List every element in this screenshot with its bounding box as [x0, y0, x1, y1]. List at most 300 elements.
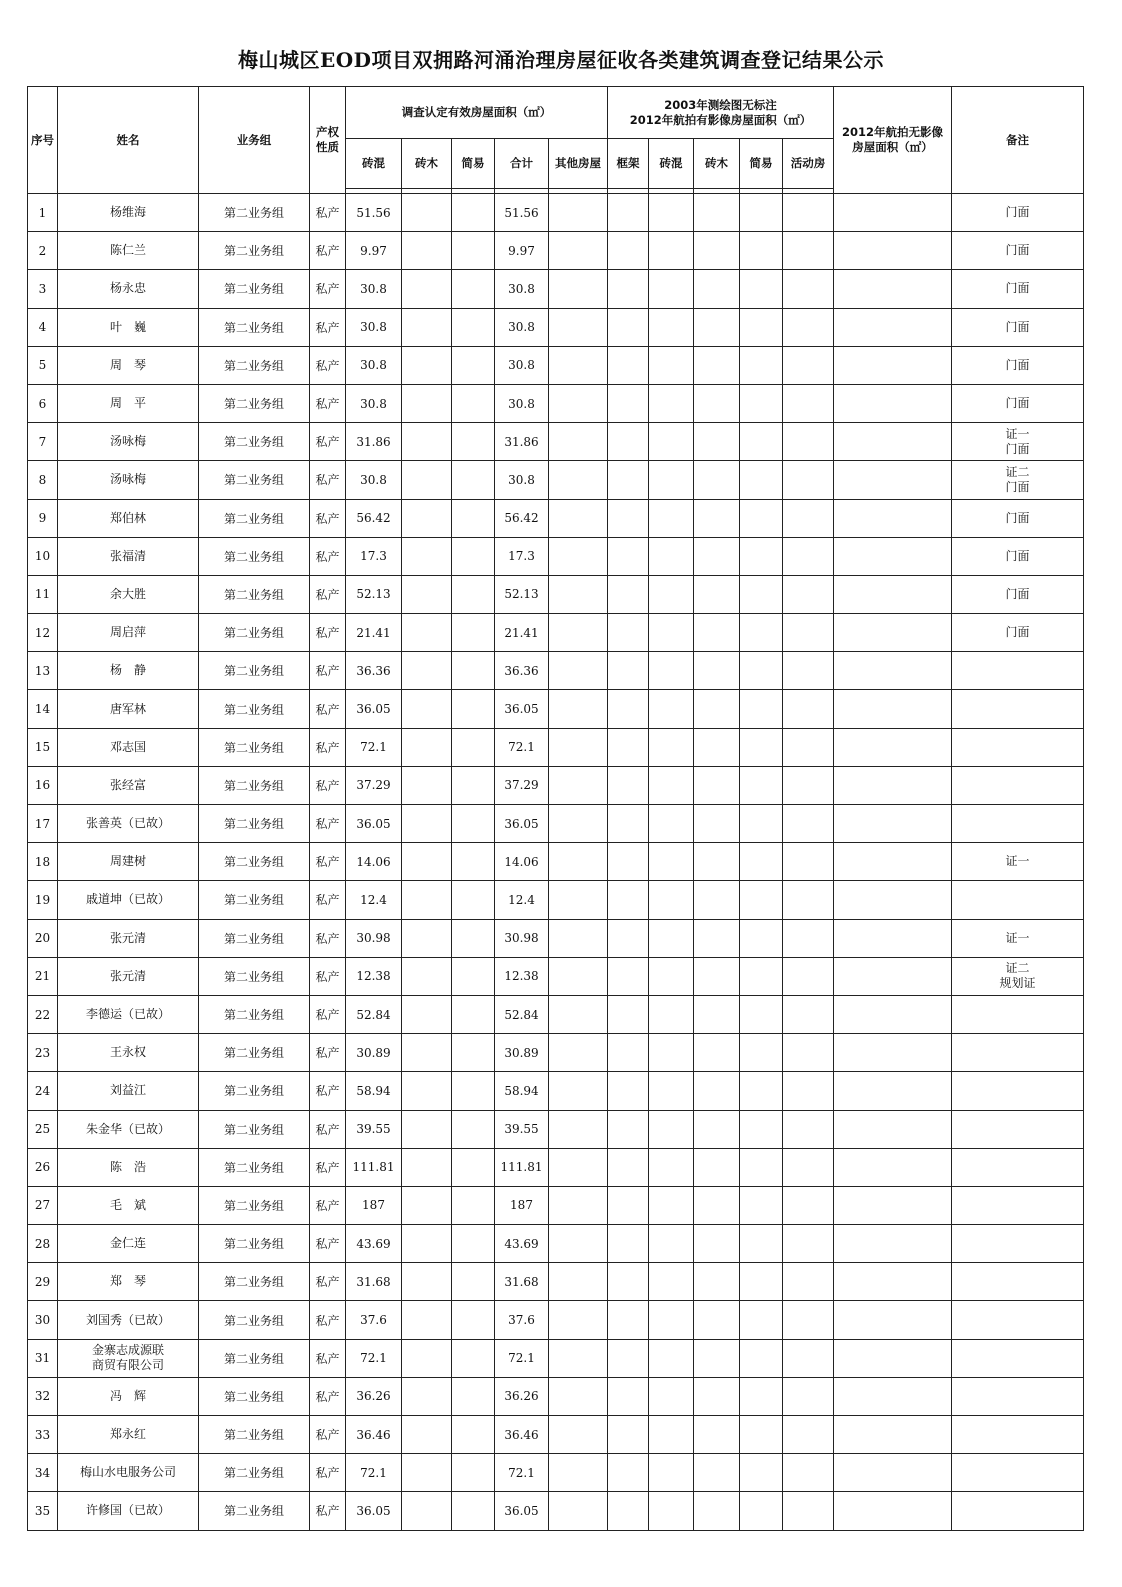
- cell-seq: 28: [28, 1225, 58, 1263]
- cell-ownership: 私产: [310, 1072, 346, 1110]
- cell-survey-jianyi: [452, 957, 495, 995]
- cell-survey-other: [549, 1454, 608, 1492]
- cell-survey-jianyi: [452, 461, 495, 499]
- cell-survey-other: [549, 1186, 608, 1224]
- cell-name: 朱金华（已故）: [58, 1110, 199, 1148]
- cell-survey-total: 37.29: [495, 766, 549, 804]
- header-survey-col: 砖木: [402, 139, 452, 189]
- cell-survey-total: 52.84: [495, 995, 549, 1033]
- cell-survey-zhuanmu: [402, 690, 452, 728]
- cell-ownership: 私产: [310, 499, 346, 537]
- cell-ownership: 私产: [310, 1339, 346, 1377]
- cell-2012-no-image: [834, 346, 952, 384]
- cell-2003-jianyi: [740, 461, 783, 499]
- cell-group: 第二业务组: [199, 499, 310, 537]
- cell-survey-jianyi: [452, 270, 495, 308]
- cell-seq: 3: [28, 270, 58, 308]
- cell-group: 第二业务组: [199, 537, 310, 575]
- cell-2003-zhuanmu: [694, 384, 740, 422]
- cell-survey-total: 30.8: [495, 346, 549, 384]
- cell-name: 刘益江: [58, 1072, 199, 1110]
- cell-ownership: 私产: [310, 423, 346, 461]
- cell-2003-kuangjia: [608, 652, 649, 690]
- cell-seq: 7: [28, 423, 58, 461]
- cell-2003-zhuanmu: [694, 499, 740, 537]
- cell-ownership: 私产: [310, 614, 346, 652]
- cell-survey-other: [549, 614, 608, 652]
- cell-2012-no-image: [834, 194, 952, 232]
- cell-group: 第二业务组: [199, 308, 310, 346]
- table-row: [28, 384, 1084, 422]
- cell-survey-zhuanhun: 52.84: [346, 995, 402, 1033]
- cell-remarks: 门面: [952, 232, 1084, 270]
- cell-survey-zhuanmu: [402, 194, 452, 232]
- cell-2003-zhuanhun: [649, 1148, 694, 1186]
- cell-remarks: 门面: [952, 384, 1084, 422]
- cell-2003-zhuanmu: [694, 1186, 740, 1224]
- cell-remarks: [952, 1034, 1084, 1072]
- cell-2003-huodongfang: [783, 1148, 834, 1186]
- cell-seq: 18: [28, 843, 58, 881]
- cell-2003-jianyi: [740, 1301, 783, 1339]
- cell-2003-zhuanmu: [694, 232, 740, 270]
- header-2012-no-image-area: 2012年航拍无影像 房屋面积（㎡）: [834, 87, 952, 194]
- cell-group: 第二业务组: [199, 461, 310, 499]
- cell-group: 第二业务组: [199, 1186, 310, 1224]
- cell-group: 第二业务组: [199, 270, 310, 308]
- cell-2012-no-image: [834, 1339, 952, 1377]
- cell-ownership: 私产: [310, 805, 346, 843]
- cell-ownership: 私产: [310, 1301, 346, 1339]
- cell-ownership: 私产: [310, 1454, 346, 1492]
- cell-name: 周启萍: [58, 614, 199, 652]
- cell-name: 汤咏梅: [58, 461, 199, 499]
- table-row: [28, 499, 1084, 537]
- cell-survey-jianyi: [452, 614, 495, 652]
- cell-survey-other: [549, 1377, 608, 1415]
- cell-survey-zhuanmu: [402, 957, 452, 995]
- cell-remarks: 证一: [952, 919, 1084, 957]
- cell-ownership: 私产: [310, 1416, 346, 1454]
- cell-2003-zhuanmu: [694, 995, 740, 1033]
- cell-survey-jianyi: [452, 575, 495, 613]
- cell-2003-kuangjia: [608, 1339, 649, 1377]
- cell-2003-zhuanhun: [649, 957, 694, 995]
- cell-seq: 16: [28, 766, 58, 804]
- cell-seq: 15: [28, 728, 58, 766]
- cell-survey-total: 51.56: [495, 194, 549, 232]
- cell-name: 唐军林: [58, 690, 199, 728]
- cell-2003-zhuanhun: [649, 805, 694, 843]
- cell-group: 第二业务组: [199, 919, 310, 957]
- cell-2003-jianyi: [740, 843, 783, 881]
- cell-2003-zhuanmu: [694, 805, 740, 843]
- cell-remarks: 门面: [952, 614, 1084, 652]
- cell-survey-other: [549, 766, 608, 804]
- cell-name: 张元清: [58, 919, 199, 957]
- cell-2003-huodongfang: [783, 843, 834, 881]
- cell-survey-other: [549, 308, 608, 346]
- cell-2012-no-image: [834, 1263, 952, 1301]
- cell-2003-zhuanmu: [694, 537, 740, 575]
- cell-survey-zhuanhun: 111.81: [346, 1148, 402, 1186]
- cell-survey-total: 36.05: [495, 1492, 549, 1530]
- cell-2003-zhuanmu: [694, 1339, 740, 1377]
- cell-2003-kuangjia: [608, 881, 649, 919]
- cell-2003-huodongfang: [783, 1186, 834, 1224]
- cell-survey-total: 12.4: [495, 881, 549, 919]
- cell-2003-huodongfang: [783, 499, 834, 537]
- registration-table: [27, 86, 1084, 1531]
- cell-survey-zhuanmu: [402, 1072, 452, 1110]
- cell-2012-no-image: [834, 1110, 952, 1148]
- cell-2003-kuangjia: [608, 384, 649, 422]
- cell-ownership: 私产: [310, 881, 346, 919]
- cell-2003-zhuanhun: [649, 1416, 694, 1454]
- cell-survey-jianyi: [452, 652, 495, 690]
- cell-seq: 35: [28, 1492, 58, 1530]
- cell-survey-other: [549, 805, 608, 843]
- cell-survey-other: [549, 1072, 608, 1110]
- cell-survey-other: [549, 1301, 608, 1339]
- cell-group: 第二业务组: [199, 1110, 310, 1148]
- cell-2003-jianyi: [740, 1148, 783, 1186]
- cell-2003-jianyi: [740, 881, 783, 919]
- cell-group: 第二业务组: [199, 384, 310, 422]
- cell-2003-jianyi: [740, 1186, 783, 1224]
- cell-ownership: 私产: [310, 575, 346, 613]
- cell-seq: 1: [28, 194, 58, 232]
- cell-2003-zhuanmu: [694, 766, 740, 804]
- cell-2003-huodongfang: [783, 232, 834, 270]
- cell-remarks: [952, 1072, 1084, 1110]
- table-row: [28, 575, 1084, 613]
- cell-survey-other: [549, 346, 608, 384]
- cell-2012-no-image: [834, 843, 952, 881]
- cell-2003-huodongfang: [783, 1301, 834, 1339]
- cell-survey-zhuanhun: 30.8: [346, 461, 402, 499]
- table-row: [28, 1148, 1084, 1186]
- cell-name: 张元清: [58, 957, 199, 995]
- cell-2003-jianyi: [740, 1034, 783, 1072]
- cell-survey-zhuanhun: 36.05: [346, 805, 402, 843]
- cell-2012-no-image: [834, 461, 952, 499]
- cell-survey-jianyi: [452, 1339, 495, 1377]
- cell-2003-kuangjia: [608, 232, 649, 270]
- cell-ownership: 私产: [310, 537, 346, 575]
- cell-survey-zhuanmu: [402, 499, 452, 537]
- cell-ownership: 私产: [310, 1377, 346, 1415]
- cell-name: 张福清: [58, 537, 199, 575]
- cell-survey-zhuanmu: [402, 881, 452, 919]
- cell-2003-zhuanmu: [694, 461, 740, 499]
- cell-survey-total: 30.8: [495, 270, 549, 308]
- table-row: [28, 919, 1084, 957]
- cell-2003-kuangjia: [608, 1225, 649, 1263]
- cell-name: 陈仁兰: [58, 232, 199, 270]
- cell-group: 第二业务组: [199, 423, 310, 461]
- cell-2003-zhuanhun: [649, 461, 694, 499]
- cell-survey-jianyi: [452, 1148, 495, 1186]
- cell-remarks: [952, 1301, 1084, 1339]
- cell-2012-no-image: [834, 1148, 952, 1186]
- cell-remarks: [952, 1377, 1084, 1415]
- cell-survey-other: [549, 232, 608, 270]
- cell-2003-jianyi: [740, 1225, 783, 1263]
- cell-survey-total: 31.86: [495, 423, 549, 461]
- cell-ownership: 私产: [310, 232, 346, 270]
- cell-2003-huodongfang: [783, 766, 834, 804]
- cell-survey-zhuanmu: [402, 1263, 452, 1301]
- cell-2003-kuangjia: [608, 1148, 649, 1186]
- cell-survey-total: 31.68: [495, 1263, 549, 1301]
- cell-2003-jianyi: [740, 995, 783, 1033]
- cell-group: 第二业务组: [199, 232, 310, 270]
- cell-2012-no-image: [834, 1301, 952, 1339]
- cell-2003-zhuanmu: [694, 1225, 740, 1263]
- cell-remarks: [952, 766, 1084, 804]
- cell-group: 第二业务组: [199, 1263, 310, 1301]
- cell-survey-zhuanhun: 72.1: [346, 1339, 402, 1377]
- cell-group: 第二业务组: [199, 957, 310, 995]
- cell-2003-huodongfang: [783, 308, 834, 346]
- cell-survey-jianyi: [452, 919, 495, 957]
- cell-2003-zhuanhun: [649, 1301, 694, 1339]
- cell-2003-kuangjia: [608, 270, 649, 308]
- cell-2003-zhuanhun: [649, 614, 694, 652]
- cell-group: 第二业务组: [199, 1454, 310, 1492]
- cell-2003-huodongfang: [783, 728, 834, 766]
- table-row: [28, 1110, 1084, 1148]
- cell-2012-no-image: [834, 1454, 952, 1492]
- cell-survey-zhuanhun: 36.05: [346, 690, 402, 728]
- header-2003-col: 砖木: [694, 139, 740, 189]
- table-row: [28, 537, 1084, 575]
- cell-2003-kuangjia: [608, 614, 649, 652]
- cell-name: 刘国秀（已故）: [58, 1301, 199, 1339]
- cell-survey-zhuanhun: 51.56: [346, 194, 402, 232]
- cell-survey-zhuanhun: 17.3: [346, 537, 402, 575]
- cell-2003-zhuanmu: [694, 919, 740, 957]
- cell-name: 金仁连: [58, 1225, 199, 1263]
- cell-survey-total: 36.46: [495, 1416, 549, 1454]
- cell-group: 第二业务组: [199, 575, 310, 613]
- cell-remarks: [952, 1454, 1084, 1492]
- cell-2012-no-image: [834, 232, 952, 270]
- cell-survey-zhuanhun: 30.8: [346, 308, 402, 346]
- cell-seq: 22: [28, 995, 58, 1033]
- header-2003-col: 框架: [608, 139, 649, 189]
- header-survey-col: 其他房屋: [549, 139, 608, 189]
- cell-seq: 25: [28, 1110, 58, 1148]
- cell-survey-other: [549, 690, 608, 728]
- cell-seq: 29: [28, 1263, 58, 1301]
- cell-survey-zhuanhun: 37.29: [346, 766, 402, 804]
- cell-survey-zhuanmu: [402, 1148, 452, 1186]
- cell-name: 张善英（已故）: [58, 805, 199, 843]
- header-remarks: 备注: [952, 87, 1084, 194]
- cell-remarks: [952, 995, 1084, 1033]
- cell-survey-other: [549, 575, 608, 613]
- cell-survey-jianyi: [452, 346, 495, 384]
- cell-seq: 2: [28, 232, 58, 270]
- cell-survey-zhuanmu: [402, 728, 452, 766]
- cell-2003-zhuanhun: [649, 1263, 694, 1301]
- cell-2003-kuangjia: [608, 1110, 649, 1148]
- cell-seq: 9: [28, 499, 58, 537]
- cell-2003-huodongfang: [783, 384, 834, 422]
- cell-group: 第二业务组: [199, 881, 310, 919]
- cell-ownership: 私产: [310, 843, 346, 881]
- cell-2003-huodongfang: [783, 1492, 834, 1530]
- cell-ownership: 私产: [310, 690, 346, 728]
- cell-2003-kuangjia: [608, 423, 649, 461]
- cell-2003-jianyi: [740, 423, 783, 461]
- cell-2012-no-image: [834, 1377, 952, 1415]
- cell-2003-kuangjia: [608, 194, 649, 232]
- cell-2012-no-image: [834, 919, 952, 957]
- cell-survey-zhuanmu: [402, 384, 452, 422]
- cell-survey-other: [549, 1263, 608, 1301]
- cell-2003-jianyi: [740, 308, 783, 346]
- cell-2003-zhuanhun: [649, 1225, 694, 1263]
- cell-2003-jianyi: [740, 1377, 783, 1415]
- header-name: 姓名: [58, 87, 199, 194]
- cell-survey-total: 9.97: [495, 232, 549, 270]
- cell-survey-jianyi: [452, 308, 495, 346]
- cell-name: 杨永忠: [58, 270, 199, 308]
- cell-2003-zhuanmu: [694, 1034, 740, 1072]
- cell-group: 第二业务组: [199, 843, 310, 881]
- cell-2012-no-image: [834, 575, 952, 613]
- cell-ownership: 私产: [310, 766, 346, 804]
- cell-remarks: [952, 805, 1084, 843]
- cell-2003-zhuanmu: [694, 881, 740, 919]
- header-survey-area: 调查认定有效房屋面积（㎡）: [346, 87, 608, 139]
- cell-2012-no-image: [834, 614, 952, 652]
- cell-2003-kuangjia: [608, 766, 649, 804]
- cell-2003-zhuanhun: [649, 995, 694, 1033]
- cell-2003-huodongfang: [783, 1339, 834, 1377]
- cell-remarks: 证二 规划证: [952, 957, 1084, 995]
- cell-2003-kuangjia: [608, 1416, 649, 1454]
- cell-survey-jianyi: [452, 1263, 495, 1301]
- cell-2003-zhuanmu: [694, 1454, 740, 1492]
- cell-survey-total: 43.69: [495, 1225, 549, 1263]
- cell-survey-zhuanmu: [402, 1225, 452, 1263]
- cell-survey-zhuanhun: 21.41: [346, 614, 402, 652]
- cell-2003-huodongfang: [783, 805, 834, 843]
- cell-survey-total: 36.36: [495, 652, 549, 690]
- cell-2003-kuangjia: [608, 1034, 649, 1072]
- cell-remarks: 门面: [952, 346, 1084, 384]
- cell-survey-other: [549, 1416, 608, 1454]
- cell-survey-total: 21.41: [495, 614, 549, 652]
- cell-seq: 27: [28, 1186, 58, 1224]
- table-row: [28, 346, 1084, 384]
- cell-name: 周 琴: [58, 346, 199, 384]
- cell-name: 毛 斌: [58, 1186, 199, 1224]
- cell-2003-huodongfang: [783, 537, 834, 575]
- cell-2003-jianyi: [740, 270, 783, 308]
- cell-2003-huodongfang: [783, 194, 834, 232]
- cell-2012-no-image: [834, 690, 952, 728]
- cell-remarks: 证一: [952, 843, 1084, 881]
- cell-name: 李德运（已故）: [58, 995, 199, 1033]
- cell-2003-zhuanmu: [694, 308, 740, 346]
- cell-group: 第二业务组: [199, 652, 310, 690]
- cell-seq: 10: [28, 537, 58, 575]
- cell-survey-zhuanhun: 43.69: [346, 1225, 402, 1263]
- cell-2003-jianyi: [740, 728, 783, 766]
- cell-2003-huodongfang: [783, 881, 834, 919]
- cell-ownership: 私产: [310, 384, 346, 422]
- cell-survey-zhuanmu: [402, 1492, 452, 1530]
- cell-survey-zhuanmu: [402, 766, 452, 804]
- cell-2003-jianyi: [740, 652, 783, 690]
- cell-survey-total: 39.55: [495, 1110, 549, 1148]
- cell-group: 第二业务组: [199, 1034, 310, 1072]
- cell-seq: 23: [28, 1034, 58, 1072]
- cell-survey-jianyi: [452, 1110, 495, 1148]
- cell-remarks: 门面: [952, 194, 1084, 232]
- cell-seq: 24: [28, 1072, 58, 1110]
- page-title: 梅山城区EOD项目双拥路河涌治理房屋征收各类建筑调查登记结果公示: [237, 48, 884, 72]
- table-row: [28, 728, 1084, 766]
- cell-survey-zhuanmu: [402, 652, 452, 690]
- cell-group: 第二业务组: [199, 1492, 310, 1530]
- cell-survey-zhuanmu: [402, 346, 452, 384]
- cell-2003-huodongfang: [783, 575, 834, 613]
- cell-remarks: [952, 1492, 1084, 1530]
- cell-seq: 13: [28, 652, 58, 690]
- cell-survey-other: [549, 194, 608, 232]
- cell-2003-kuangjia: [608, 346, 649, 384]
- cell-survey-zhuanhun: 187: [346, 1186, 402, 1224]
- cell-2003-kuangjia: [608, 1263, 649, 1301]
- cell-remarks: 门面: [952, 308, 1084, 346]
- cell-survey-total: 30.8: [495, 461, 549, 499]
- cell-survey-zhuanhun: 56.42: [346, 499, 402, 537]
- cell-2003-jianyi: [740, 1263, 783, 1301]
- cell-survey-jianyi: [452, 1034, 495, 1072]
- cell-2003-kuangjia: [608, 919, 649, 957]
- cell-name: 戚道坤（已故）: [58, 881, 199, 919]
- cell-2003-jianyi: [740, 232, 783, 270]
- cell-survey-jianyi: [452, 805, 495, 843]
- cell-2003-jianyi: [740, 537, 783, 575]
- cell-remarks: 门面: [952, 499, 1084, 537]
- cell-survey-jianyi: [452, 232, 495, 270]
- cell-seq: 14: [28, 690, 58, 728]
- cell-name: 余大胜: [58, 575, 199, 613]
- cell-survey-other: [549, 919, 608, 957]
- cell-2003-zhuanhun: [649, 728, 694, 766]
- cell-2012-no-image: [834, 1034, 952, 1072]
- cell-name: 杨维海: [58, 194, 199, 232]
- cell-seq: 11: [28, 575, 58, 613]
- cell-ownership: 私产: [310, 995, 346, 1033]
- table-row: [28, 308, 1084, 346]
- table-row: [28, 1263, 1084, 1301]
- cell-survey-zhuanmu: [402, 805, 452, 843]
- cell-survey-zhuanhun: 37.6: [346, 1301, 402, 1339]
- cell-2003-jianyi: [740, 766, 783, 804]
- cell-survey-zhuanhun: 30.8: [346, 384, 402, 422]
- cell-2003-zhuanmu: [694, 843, 740, 881]
- cell-ownership: 私产: [310, 308, 346, 346]
- cell-seq: 30: [28, 1301, 58, 1339]
